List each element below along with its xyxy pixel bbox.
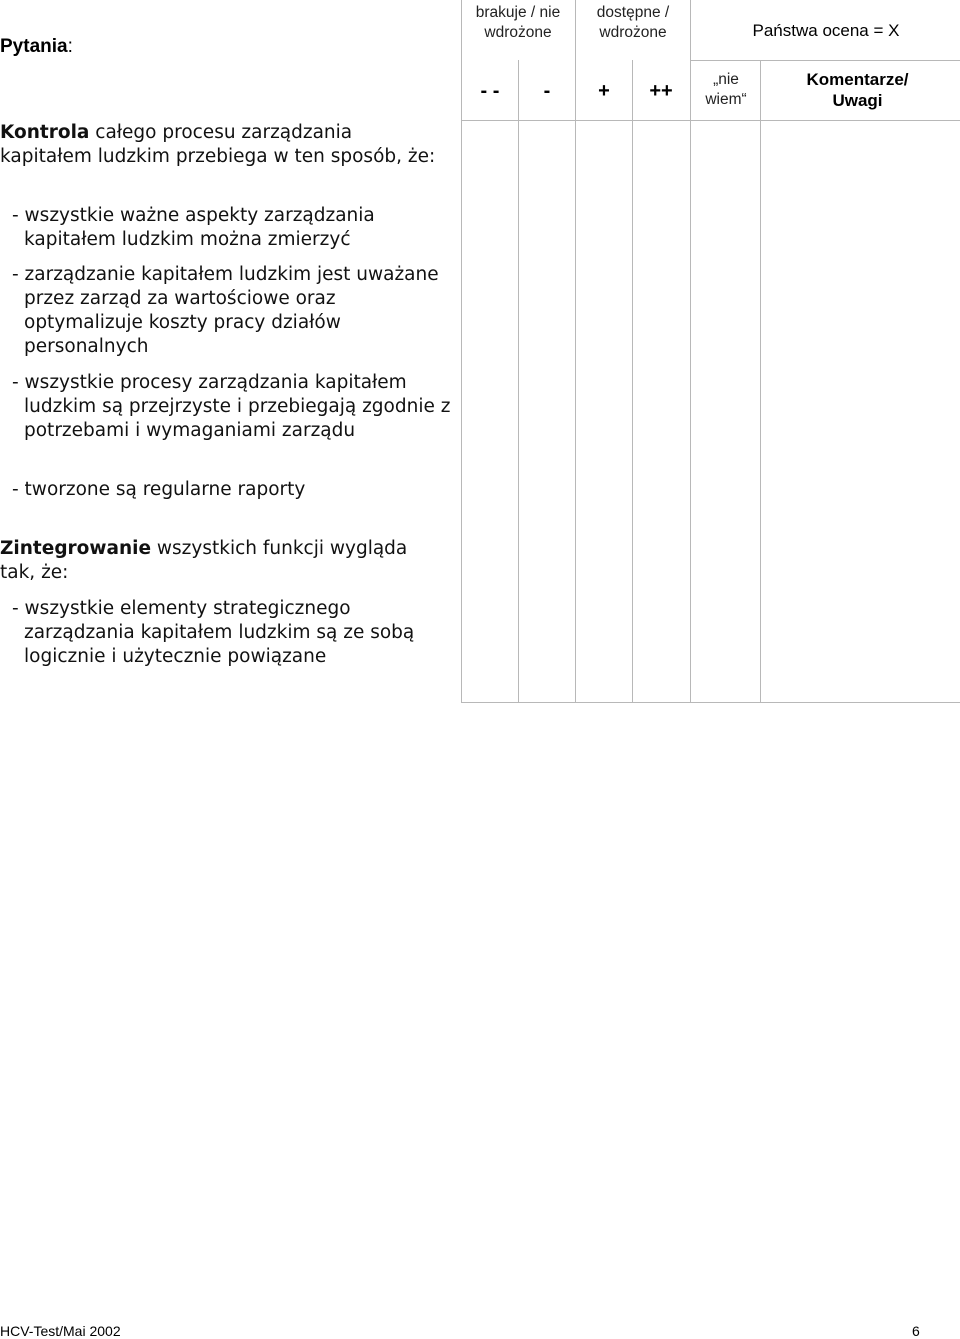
grid-line (632, 60, 633, 703)
footer-page-number: 6 (912, 1323, 920, 1339)
header-your-rating: Państwa ocena = X (752, 21, 900, 40)
section-integration-lead-bold: Zintegrowanie (0, 538, 152, 559)
section-control-lead-bold: Kontrola (0, 122, 90, 143)
grid-line (690, 60, 960, 61)
questions-label: Pytania (0, 36, 68, 57)
list-item: - wszystkie elementy strategicznego zarządzania kapitałem ludzkim są ze sobą logicznie i użytecznie powiązane (12, 598, 415, 667)
grid-line (461, 702, 960, 703)
header-available-label: dostępne / wdrożone (596, 4, 670, 41)
list-item: - wszystkie ważne aspekty zarządzania kapitałem ludzkim można zmierzyć (12, 205, 375, 250)
rating-col-minus-minus: - - (480, 80, 500, 102)
grid-line (760, 60, 761, 703)
section-control-lead-text: całego procesu zarządzania kapitałem ludzkim przebiega w ten sposób, że: (0, 122, 436, 167)
grid-line (575, 0, 576, 703)
grid-line (518, 60, 519, 703)
grid-line (690, 0, 691, 703)
questions-colon: : (67, 36, 73, 57)
comments-heading: Komentarze/ Uwagi (806, 70, 909, 110)
list-item: - tworzone są regularne raporty (12, 479, 306, 500)
footer-document-id: HCV-Test/Mai 2002 (0, 1323, 121, 1339)
header-missing-label: brakuje / nie wdrożone (475, 4, 561, 41)
list-item: - wszystkie procesy zarządzania kapitałem ludzkim są przejrzyste i przebiegają zgodnie z potrzebami i wymaganiami zarządu (12, 372, 451, 441)
section-integration-lead-text: wszystkich funkcji wygląda tak, że: (0, 538, 408, 583)
section-control-lead (0, 121, 440, 169)
section-integration-lead (0, 537, 440, 585)
rating-col-minus: - (543, 80, 551, 102)
questions-heading (0, 36, 73, 58)
rating-col-dont-know: „nie wiem“ (705, 71, 747, 108)
rating-col-plus-plus: ++ (649, 80, 673, 102)
grid-line (461, 120, 960, 121)
rating-col-plus: + (598, 80, 610, 102)
list-item: - zarządzanie kapitałem ludzkim jest uważane przez zarząd za wartościowe oraz optymalizuje koszty pracy działów personalnych (12, 264, 439, 357)
